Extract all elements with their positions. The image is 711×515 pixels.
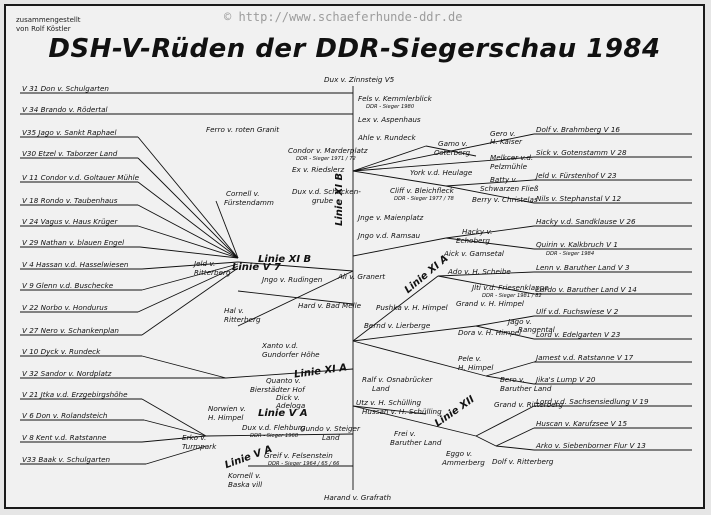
dog-kornell: Kornell v. <box>228 471 262 480</box>
right-dog-5: Hacky v.d. Sandklause V 26 <box>536 217 636 226</box>
dog-greif-note: DDR - Sieger 1964 / 65 / 66 <box>268 461 340 467</box>
left-dog-18: V33 Baak v. Schulgarten <box>22 455 111 464</box>
dog-hal: Hal v. <box>224 306 245 315</box>
dog-aick: Aick v. Gamsetal <box>444 249 504 258</box>
pedigree-chart-sheet <box>4 4 705 509</box>
compiled-line-1: zusammengestellt <box>16 16 81 24</box>
dog-xanto: Xanto v.d. <box>262 341 299 350</box>
line-xi-a-right-label: Linie XI A <box>402 253 451 296</box>
left-dog-12: V 27 Nero v. Schankenplan <box>22 326 119 335</box>
dog-eggo: Eggo v. <box>446 449 473 458</box>
line-v-a-upper-label: Linie V A <box>258 408 308 419</box>
dog-pushka: Pushka v. H. Himpel <box>376 303 448 312</box>
dog-dolf-ritter: Dolf v. Ritterberg <box>492 457 554 466</box>
line-v7-label: Linie V 7 <box>232 262 281 273</box>
left-dog-16: V 6 Don v. Rolandsteich <box>22 411 108 420</box>
right-dog-4: Nils v. Stephanstal V 12 <box>536 194 622 203</box>
dog-jlti: Jlti v.d. Friesenklappe <box>472 283 549 292</box>
dog-ralf: Ralf v. Osnabrücker <box>362 375 433 384</box>
right-dog-8: Lardo v. Baruther Land V 14 <box>536 285 637 294</box>
dog-ex: Ex v. Riedslerz <box>292 165 345 174</box>
right-dog-11: Jamest v.d. Ratstanne V 17 <box>536 353 634 362</box>
dog-ahle: Ahle v. Rundeck <box>358 133 416 142</box>
line-v-a-lower-label: Linie V A <box>223 443 274 472</box>
left-dog-2: V 34 Brando v. Rödertal <box>22 105 108 114</box>
dog-gamo-2: Osterberg <box>434 148 471 157</box>
left-dog-3: V35 Jago v. Sankt Raphael <box>22 128 117 137</box>
dog-cornell-2: Fürstendamm <box>224 198 274 207</box>
dog-lex: Lex v. Aspenhaus <box>358 115 421 124</box>
dog-dux-2: grube <box>312 196 334 205</box>
dog-hussan: Hussan v. H. Schülling <box>362 407 442 416</box>
dog-bernd: Bernd v. Lierberge <box>364 321 431 330</box>
line-xi-b-vertical-label: Linie XI B <box>334 172 345 226</box>
dog-frei-2: Baruther Land <box>390 438 442 447</box>
right-dog-6-note: DDR - Sieger 1984 <box>546 251 595 257</box>
right-dog-6: Quirin v. Kalkbruch V 1 <box>536 240 618 249</box>
dog-dora: Dora v. H. Himpel <box>458 328 522 337</box>
dog-bero-2: Baruther Land <box>500 384 552 393</box>
top-dog-label: Dux v. Zinnsteig V5 <box>324 75 395 84</box>
dog-jnge-maien: Jnge v. Maienplatz <box>358 213 424 222</box>
dog-grand-ritter: Grand v. Ritterberg <box>494 400 564 409</box>
dog-jago-r-2: Rangental <box>518 325 555 334</box>
dog-ali: Ali v. Granert <box>338 272 386 281</box>
watermark-url: © http://www.schaeferhunde-ddr.de <box>224 10 463 24</box>
dog-jlti-note: DDR - Sieger 1981 / 82 <box>482 293 542 299</box>
left-dog-4: V30 Etzel v. Taborzer Land <box>22 149 118 158</box>
dog-york: York v.d. Heulage <box>410 168 473 177</box>
dog-kornell-2: Baska vill <box>228 480 263 489</box>
dog-batty-2: Schwarzen Fließ <box>480 184 539 193</box>
line-xi-b-label: Linie XI B <box>258 254 312 265</box>
dog-bero: Bero v. <box>500 375 525 384</box>
right-dog-1: Dolf v. Brahmberg V 16 <box>536 125 620 134</box>
dog-hacky: Hacky v. <box>462 227 493 236</box>
dog-eggo-2: Ammerberg <box>442 458 485 467</box>
dog-quanto: Quanto v. <box>266 376 301 385</box>
dog-gero: Gero v. <box>490 129 516 138</box>
dog-gundo-2: Land <box>322 433 340 442</box>
left-dog-14: V 32 Sandor v. Nordplatz <box>22 369 112 378</box>
dog-jngo-rud: Jngo v. Rudingen <box>262 275 323 284</box>
dog-melk: Melkcer v.d. <box>490 153 534 162</box>
dog-quanto-2: Bierstädter Hof <box>250 385 305 394</box>
dog-frei: Frei v. <box>394 429 416 438</box>
dog-cliff-note: DDR - Sieger 1977 / 78 <box>394 196 454 202</box>
dog-ferro: Ferro v. roten Granit <box>206 125 280 134</box>
dog-dux: Dux v.d. Schacken- <box>292 187 361 196</box>
right-dog-15: Arko v. Siebenborner Flur V 13 <box>536 441 646 450</box>
dog-ado: Ado v. H. Scheibe <box>448 267 511 276</box>
right-dog-10: Lord v. Edelgarten V 23 <box>536 330 621 339</box>
line-xi-a-lower-label: Linie XI A <box>293 362 348 381</box>
dog-dux-fleh-note: DDR - Sieger 1968 <box>250 433 299 439</box>
dog-pele-2: H. Himpel <box>458 363 494 372</box>
dog-norwien-2: H. Himpel <box>208 413 244 422</box>
left-dog-5: V 11 Condor v.d. Goltauer Mühle <box>22 173 140 182</box>
right-dog-13: Lord v.d. Sachsensiedlung V 19 <box>536 397 649 406</box>
dog-xanto-2: Gundorfer Höhe <box>262 350 320 359</box>
dog-erko-2: Turmpark <box>182 442 217 451</box>
left-dog-9: V 4 Hassan v.d. Hasselwiesen <box>22 260 129 269</box>
dog-jeld-ritter-2: Ritterberg <box>194 268 231 277</box>
right-dog-9: Ulf v.d. Fuchswiese V 2 <box>536 307 619 316</box>
right-dog-14: Huscan v. Karufzsee V 15 <box>536 419 628 428</box>
dog-batty: Batty v. <box>490 175 518 184</box>
dog-dick-2: Adeloga <box>276 401 306 410</box>
dog-grand-hi: Grand v. H. Himpel <box>456 299 524 308</box>
dog-fels: Fels v. Kemmlerblick <box>358 94 432 103</box>
dog-norwien: Norwien v. <box>208 404 246 413</box>
dog-greif: Greif v. Felsenstein <box>264 451 333 460</box>
dog-utz: Utz v. H. Schülling <box>356 398 422 407</box>
right-dog-2: Sick v. Gotenstamm V 28 <box>536 148 627 157</box>
line-xii-label: Linie XII <box>432 394 477 430</box>
left-dog-1: V 31 Don v. Schulgarten <box>22 84 109 93</box>
left-dog-10: V 9 Glenn v.d. Buschecke <box>22 281 114 290</box>
dog-gamo: Gamo v. <box>438 139 468 148</box>
dog-gero-2: H. Kaiser <box>490 137 522 146</box>
left-dog-7: V 24 Vagus v. Haus Krüger <box>22 217 118 226</box>
dog-pele: Pele v. <box>458 354 482 363</box>
left-dog-6: V 18 Rondo v. Taubenhaus <box>22 196 118 205</box>
dog-jeld-ritter: Jeld v. <box>194 259 216 268</box>
dog-fels-note: DDR - Sieger 1980 <box>366 104 415 110</box>
dog-condor-note: DDR - Sieger 1971 / 72 <box>296 156 356 162</box>
dog-jago-r: Jago v. <box>508 317 532 326</box>
right-dog-12: Jika's Lump V 20 <box>536 375 596 384</box>
dog-cornell: Cornell v. <box>226 189 260 198</box>
left-dog-8: V 29 Nathan v. blauen Engel <box>22 238 125 247</box>
dog-cliff: Cliff v. Bleichfleck <box>390 186 454 195</box>
dog-hard: Hard v. Bad Melle <box>298 301 362 310</box>
right-dog-7: Lenn v. Baruther Land V 3 <box>536 263 630 272</box>
chart-title: DSH-V-Rüden der DDR-Siegerschau 1984 <box>48 34 661 64</box>
left-dog-17: V 8 Kent v.d. Ratstanne <box>22 433 107 442</box>
dog-ralf-2: Land <box>372 384 390 393</box>
dog-melk-2: Pelzmühle <box>490 162 528 171</box>
dog-condor: Condor v. Marderplatz <box>288 146 368 155</box>
left-dog-13: V 10 Dyck v. Rundeck <box>22 347 101 356</box>
dog-berry: Berry v. Christelas <box>472 195 538 204</box>
dog-dick: Dick v. <box>276 393 300 402</box>
dog-jngo-ramsau: Jngo v.d. Ramsau <box>358 231 421 240</box>
dog-erko: Erko v. <box>182 433 207 442</box>
dog-hal-2: Ritterberg <box>224 315 261 324</box>
bottom-dog-label: Harand v. Grafrath <box>324 493 391 502</box>
compiled-line-2: von Rolf Köstler <box>16 25 71 33</box>
dog-gundo: Gundo v. Steiger <box>300 424 360 433</box>
dog-dux-fleh: Dux v.d. Flehburg <box>242 423 306 432</box>
left-dog-11: V 22 Norbo v. Hondurus <box>22 303 108 312</box>
left-dog-15: V 21 Jtka v.d. Erzgebirgshöhe <box>22 390 128 399</box>
right-dog-3: Jeld v. Fürstenhof V 23 <box>536 171 617 180</box>
dog-hacky-2: Echoberg <box>456 236 490 245</box>
